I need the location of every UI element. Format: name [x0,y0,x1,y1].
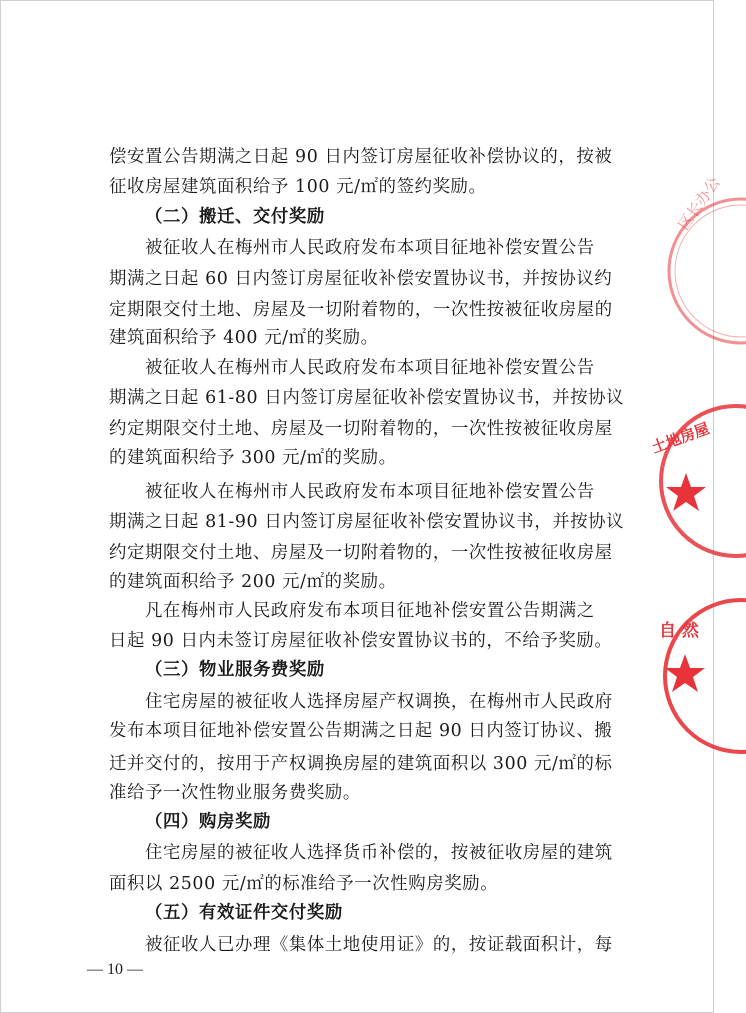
text-line: 住宅房屋的被征收人选择货币补偿的，按被征收房屋的建筑 [145,843,613,863]
section-heading: （三）物业服务费奖励 [145,660,325,680]
text-line: 的建筑面积给予 200 元/㎡的奖励。 [109,572,397,592]
text-line: 迁并交付的，按用于产权调换房屋的建筑面积以 300 元/㎡的标 [109,754,613,774]
text-line: 定期限交付土地、房屋及一切附着物的，一次性按被征收房屋的 [109,300,613,320]
svg-text:区长办公: 区长办公 [674,173,724,234]
svg-text:土地房屋: 土地房屋 [649,419,712,457]
text-line: 被征收人在梅州市人民政府发布本项目征地补偿安置公告 [145,238,595,258]
text-line: 约定期限交付土地、房屋及一切附着物的，一次性按被征收房屋 [109,543,613,563]
text-line: 面积以 2500 元/㎡的标准给予一次性购房奖励。 [109,874,499,894]
text-line: 被征收人在梅州市人民政府发布本项目征地补偿安置公告 [145,482,595,502]
text-line: 期满之日起 61-80 日内签订房屋征收补偿安置协议书，并按协议 [109,388,625,408]
svg-text:自 然: 自 然 [659,621,699,641]
text-line: 准给予一次性物业服务费奖励。 [109,783,361,803]
section-heading: （四）购房奖励 [145,812,271,832]
text-line: 被征收人在梅州市人民政府发布本项目征地补偿安置公告 [145,358,595,378]
text-line: 征收房屋建筑面积给予 100 元/㎡的签约奖励。 [109,177,487,197]
text-line: 期满之日起 81-90 日内签订房屋征收补偿安置协议书，并按协议 [109,512,625,532]
section-heading: （五）有效证件交付奖励 [145,903,343,923]
text-line: 发布本项目征地补偿安置公告期满之日起 90 日内签订协议、搬 [109,721,613,741]
text-line: 日起 90 日内未签订房屋征收补偿安置协议书的，不给予奖励。 [109,631,613,651]
section-heading: （二）搬迁、交付奖励 [145,207,325,227]
text-line: 的建筑面积给予 300 元/㎡的奖励。 [109,448,397,468]
text-line: 住宅房屋的被征收人选择房屋产权调换，在梅州市人民政府 [145,692,613,712]
text-line: 期满之日起 60 日内签订房屋征收补偿安置协议书，并按协议约 [109,269,613,289]
page-number: — 10 — [87,961,143,978]
text-line: 偿安置公告期满之日起 90 日内签订房屋征收补偿协议的，按被 [109,147,613,167]
text-line: 凡在梅州市人民政府发布本项目征地补偿安置公告期满之 [145,601,595,621]
text-line: 被征收人已办理《集体土地使用证》的，按证载面积计，每 [145,935,613,955]
text-line: 约定期限交付土地、房屋及一切附着物的，一次性按被征收房屋 [109,419,613,439]
text-line: 建筑面积给予 400 元/㎡的奖励。 [109,328,379,348]
